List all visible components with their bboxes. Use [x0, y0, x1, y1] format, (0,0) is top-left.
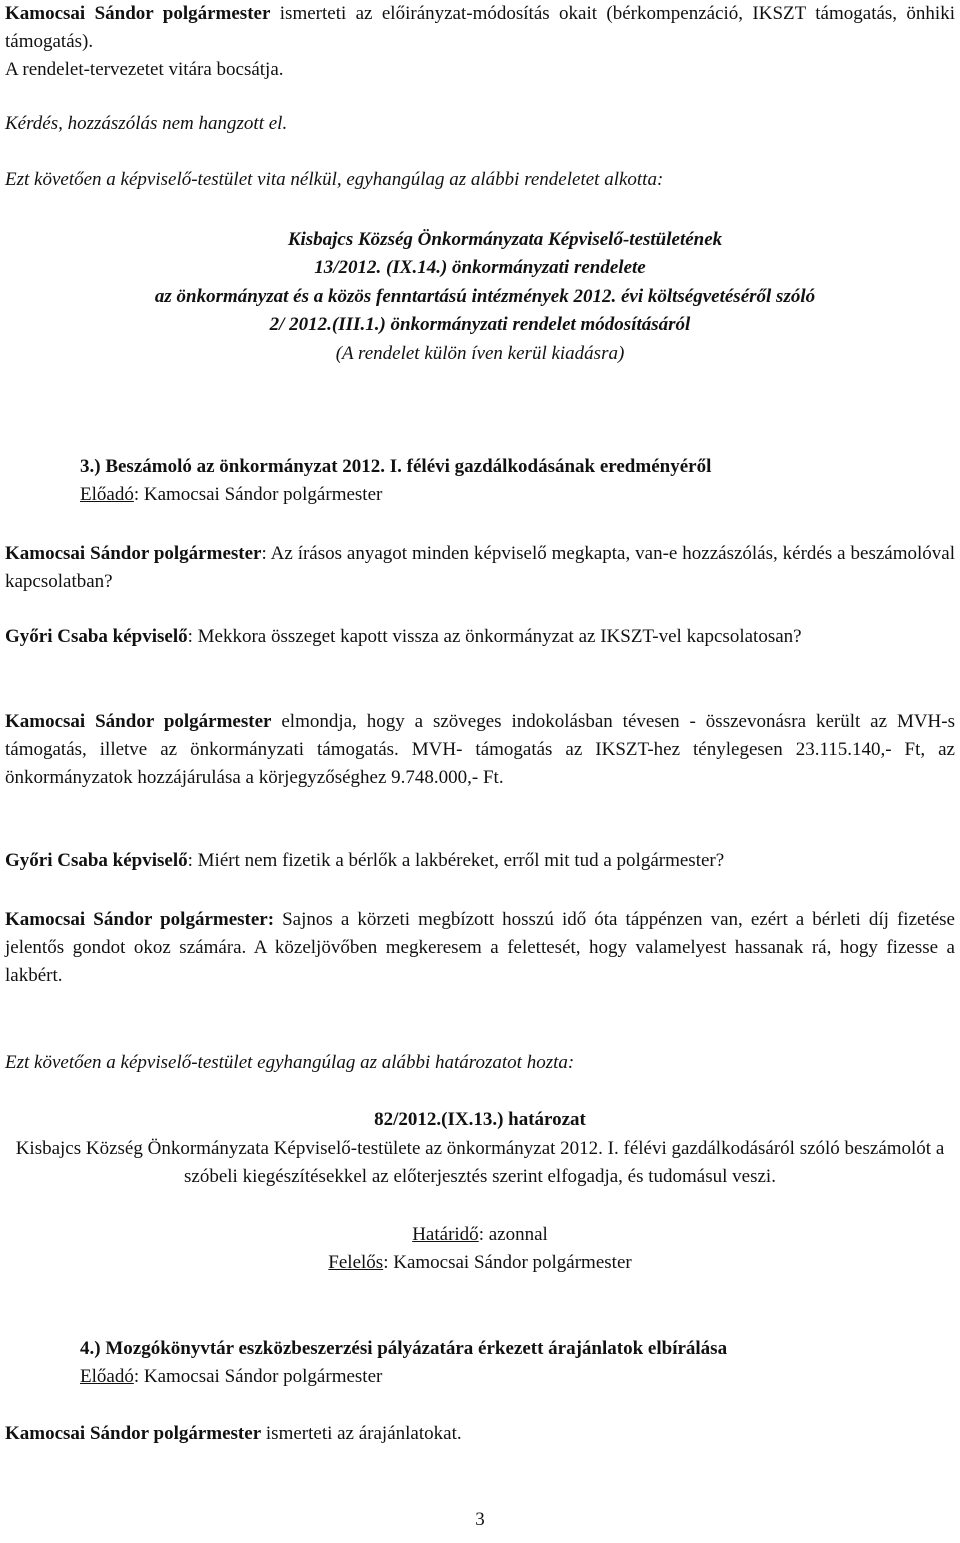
speaker-name: Kamocsai Sándor polgármester:	[5, 909, 275, 930]
page-number: 3	[475, 1509, 485, 1530]
agenda-item-4-presenter	[80, 1363, 955, 1391]
vote-hatarozat-note: Ezt követően a képviselő-testület egyhangúlag az alábbi határozatot hozta:	[5, 1052, 575, 1073]
ordinance-note: (A rendelet külön íven kerül kiadásra)	[335, 343, 625, 364]
speaker-name: Kamocsai Sándor polgármester	[5, 543, 262, 564]
agenda-item-3-presenter	[80, 481, 955, 509]
speaker-name: Kamocsai Sándor polgármester	[5, 1423, 262, 1444]
agenda-item-4-title: 4.) Mozgókönyvtár eszközbeszerzési pályázatára érkezett árajánlatok elbírálása	[80, 1338, 728, 1359]
vote-rendelet-note: Ezt követően a képviselő-testület vita nélkül, egyhangúlag az alábbi rendeletet alkotta:	[5, 169, 664, 190]
ordinance-subject: az önkormányzat és a közös fenntartású intézmények 2012. évi költségvetéséről szóló	[154, 286, 816, 307]
speaker-name: Kamocsai Sándor polgármester	[5, 3, 271, 24]
presenter-label: Előadó	[80, 484, 134, 505]
intro-paragraph	[5, 0, 955, 84]
presenter-label: Előadó	[80, 1366, 134, 1387]
no-questions-note: Kérdés, hozzászólás nem hangzott el.	[5, 113, 288, 134]
speaker-name: Győri Csaba képviselő	[5, 850, 188, 871]
dialogue-text: Sajnos a körzeti megbízott hosszú idő óta táppénzen van, ezért a bérleti díj fizetése jelentős gondot okoz számára. A közeljövőben megkeresem a felettesét, hogy valamelyest hassanak rá, hogy fizesse a lakbért.	[5, 909, 955, 986]
deadline-label: Határidő	[412, 1224, 479, 1245]
resolution-body: Kisbajcs Község Önkormányzata Képviselő-testülete az önkormányzat 2012. I. félévi gazdálkodásáról szóló beszámolót a szóbeli kiegészítésekkel az előterjesztés szerint elfogadja, és tudomásul veszi.	[15, 1138, 945, 1187]
dialogue-entry	[5, 847, 955, 875]
resolution-responsible	[5, 1249, 955, 1277]
dialogue-entry	[5, 906, 955, 990]
speaker-name: Győri Csaba képviselő	[5, 626, 188, 647]
dialogue-entry	[5, 540, 955, 596]
ordinance-issuer: Kisbajcs Község Önkormányzata Képviselő-testületének	[287, 229, 723, 250]
resolution-number: 82/2012.(IX.13.) határozat	[374, 1109, 586, 1130]
responsible-value: : Kamocsai Sándor polgármester	[383, 1252, 632, 1273]
ordinance-modifies: 2/ 2012.(III.1.) önkormányzati rendelet módosításáról	[269, 314, 691, 335]
speaker-name: Kamocsai Sándor polgármester	[5, 711, 272, 732]
document-page	[5, 0, 955, 1543]
dialogue-entry	[5, 623, 955, 651]
closing-paragraph	[5, 1420, 955, 1448]
presenter-name: : Kamocsai Sándor polgármester	[133, 484, 383, 505]
resolution-deadline	[5, 1221, 955, 1249]
deadline-value: : azonnal	[478, 1224, 548, 1245]
dialogue-text: : Mekkora összeget kapott vissza az önkormányzat az IKSZT-vel kapcsolatosan?	[187, 626, 802, 647]
responsible-label: Felelős	[328, 1252, 384, 1273]
dialogue-text: elmondja, hogy a szöveges indokolásban tévesen - összevonásra került az MVH-s támogatás, illetve az önkormányzati támogatás. MVH- támogatás az IKSZT-hez ténylegesen 23.115.140,- Ft, az önkormányzatok hozzájárulása a körjegyzőséghez 9.748.000,- Ft.	[5, 711, 955, 788]
ordinance-number: 13/2012. (IX.14.) önkormányzati rendelete	[314, 257, 646, 278]
intro-text: ismerteti az előirányzat-módosítás okait (bérkompenzáció, IKSZT támogatás, önhiki támogatás).	[5, 3, 955, 52]
dialogue-entry	[5, 708, 955, 792]
agenda-item-3-title: 3.) Beszámoló az önkormányzat 2012. I. félévi gazdálkodásának eredményéről	[80, 456, 712, 477]
presenter-name: : Kamocsai Sándor polgármester	[133, 1366, 383, 1387]
dialogue-text: : Az írásos anyagot minden képviselő megkapta, van-e hozzászólás, kérdés a beszámolóval kapcsolatban?	[5, 543, 955, 592]
intro-line2: A rendelet-tervezetet vitára bocsátja.	[5, 59, 284, 80]
closing-text: ismerteti az árajánlatokat.	[261, 1423, 462, 1444]
dialogue-text: : Miért nem fizetik a bérlők a lakbéreket, erről mit tud a polgármester?	[187, 850, 725, 871]
